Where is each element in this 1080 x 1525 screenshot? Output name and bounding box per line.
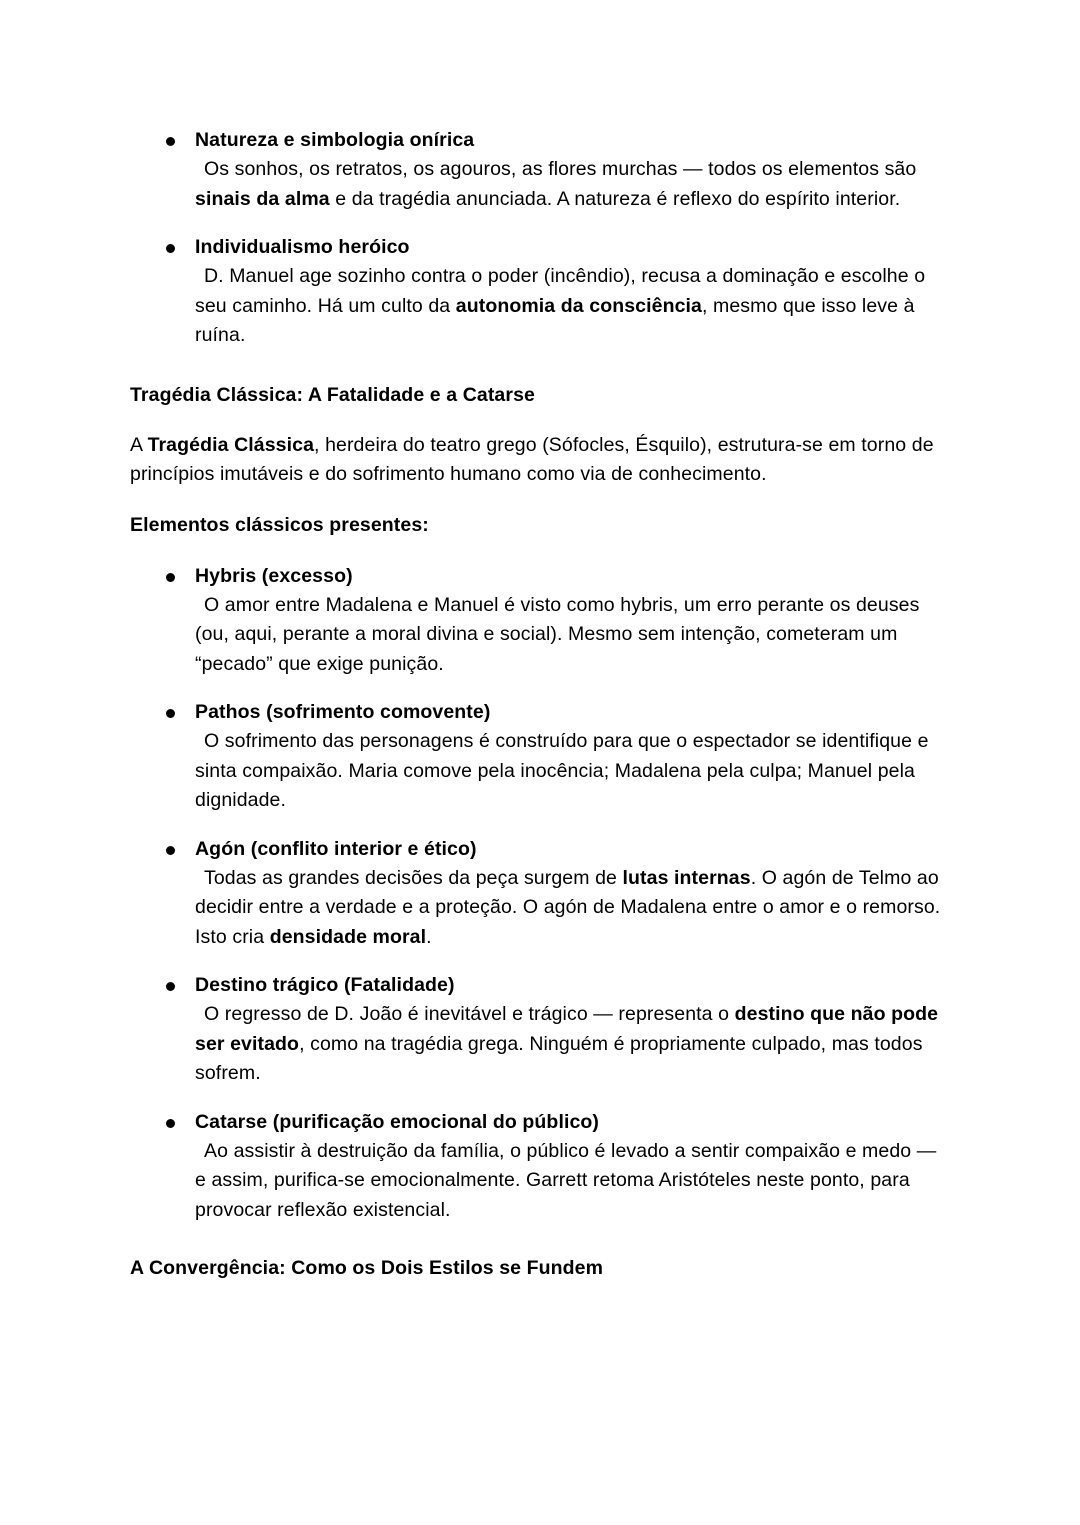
bullet-point-icon	[166, 573, 175, 582]
paragraph-tragedia-classica-intro: A Tragédia Clássica, herdeira do teatro grego (Sófocles, Ésquilo), estrutura-se em torno de princípios imutáveis e do sofrimento humano como via de conhecimento.	[130, 433, 934, 485]
spacer	[130, 490, 952, 511]
spacer	[130, 540, 952, 562]
list-item	[130, 562, 952, 680]
bullet-point-icon	[166, 1119, 175, 1128]
list-item-title: Hybris (excesso)	[195, 564, 353, 587]
list-item-body: D. Manuel age sozinho contra o poder (incêndio), recusa a dominação e escolhe o seu caminho. Há um culto da autonomia da consciência, mesmo que isso leve à ruína.	[195, 265, 926, 346]
heading-tragedia-classica: Tragédia Clássica: A Fatalidade e a Catarse	[130, 383, 535, 406]
spacer	[130, 410, 952, 431]
list-item-title: Agón (conflito interior e ético)	[195, 837, 477, 860]
list-item-title: Destino trágico (Fatalidade)	[195, 974, 455, 996]
list-item	[130, 971, 952, 1089]
list-item	[130, 1108, 952, 1226]
list-item	[130, 835, 952, 953]
list-item-title: Natureza e simbologia onírica	[195, 129, 475, 151]
bullet-point-icon	[166, 709, 175, 718]
list-item-body: O regresso de D. João é inevitável e trágico — representa o destino que não pode ser evitado, como na tragédia grega. Ninguém é propriamente culpado, mas todos sofrem.	[195, 1003, 939, 1084]
heading-convergencia: A Convergência: Como os Dois Estilos se Fundem	[130, 1257, 604, 1279]
list-item-body: Ao assistir à destruição da família, o público é levado a sentir compaixão e medo — e assim, purifica-se emocionalmente. Garrett retoma Aristóteles neste ponto, para provocar reflexão existencial.	[195, 1139, 937, 1221]
bullet-point-icon	[166, 137, 175, 146]
list-item-title: Catarse (purificação emocional do público)	[195, 1110, 600, 1133]
list-item-body: Os sonhos, os retratos, os agouros, as flores murchas — todos os elementos são sinais da alma e da tragédia anunciada. A natureza é reflexo do espírito interior.	[195, 158, 917, 210]
spacer	[130, 351, 952, 381]
list-item-title: Pathos (sofrimento comovente)	[195, 701, 491, 723]
list-item	[130, 126, 952, 214]
list-item	[130, 233, 952, 351]
classical-elements-list	[130, 562, 952, 1226]
romantic-traits-list	[130, 126, 952, 351]
list-item-body: Todas as grandes decisões da peça surgem de lutas internas. O agón de Telmo ao decidir entre a verdade e a proteção. O agón de Madalena entre o amor e o remorso. Isto cria densidade moral.	[195, 866, 941, 948]
list-item	[130, 698, 952, 816]
spacer	[130, 1225, 952, 1254]
list-item-body: O amor entre Madalena e Manuel é visto como hybris, um erro perante os deuses (ou, aqui, perante a moral divina e social). Mesmo sem intenção, cometeram um “pecado” que exige punição.	[195, 593, 920, 675]
list-item-title: Individualismo heróico	[195, 236, 410, 258]
list-item-body: O sofrimento das personagens é construído para que o espectador se identifique e sinta compaixão. Maria comove pela inocência; Madalena pela culpa; Manuel pela dignidade.	[195, 730, 929, 811]
bullet-point-icon	[166, 846, 175, 855]
bullet-point-icon	[166, 244, 175, 253]
subheading-elementos-classicos: Elementos clássicos presentes:	[130, 513, 429, 536]
document-body	[130, 126, 952, 1283]
bullet-point-icon	[166, 982, 175, 991]
